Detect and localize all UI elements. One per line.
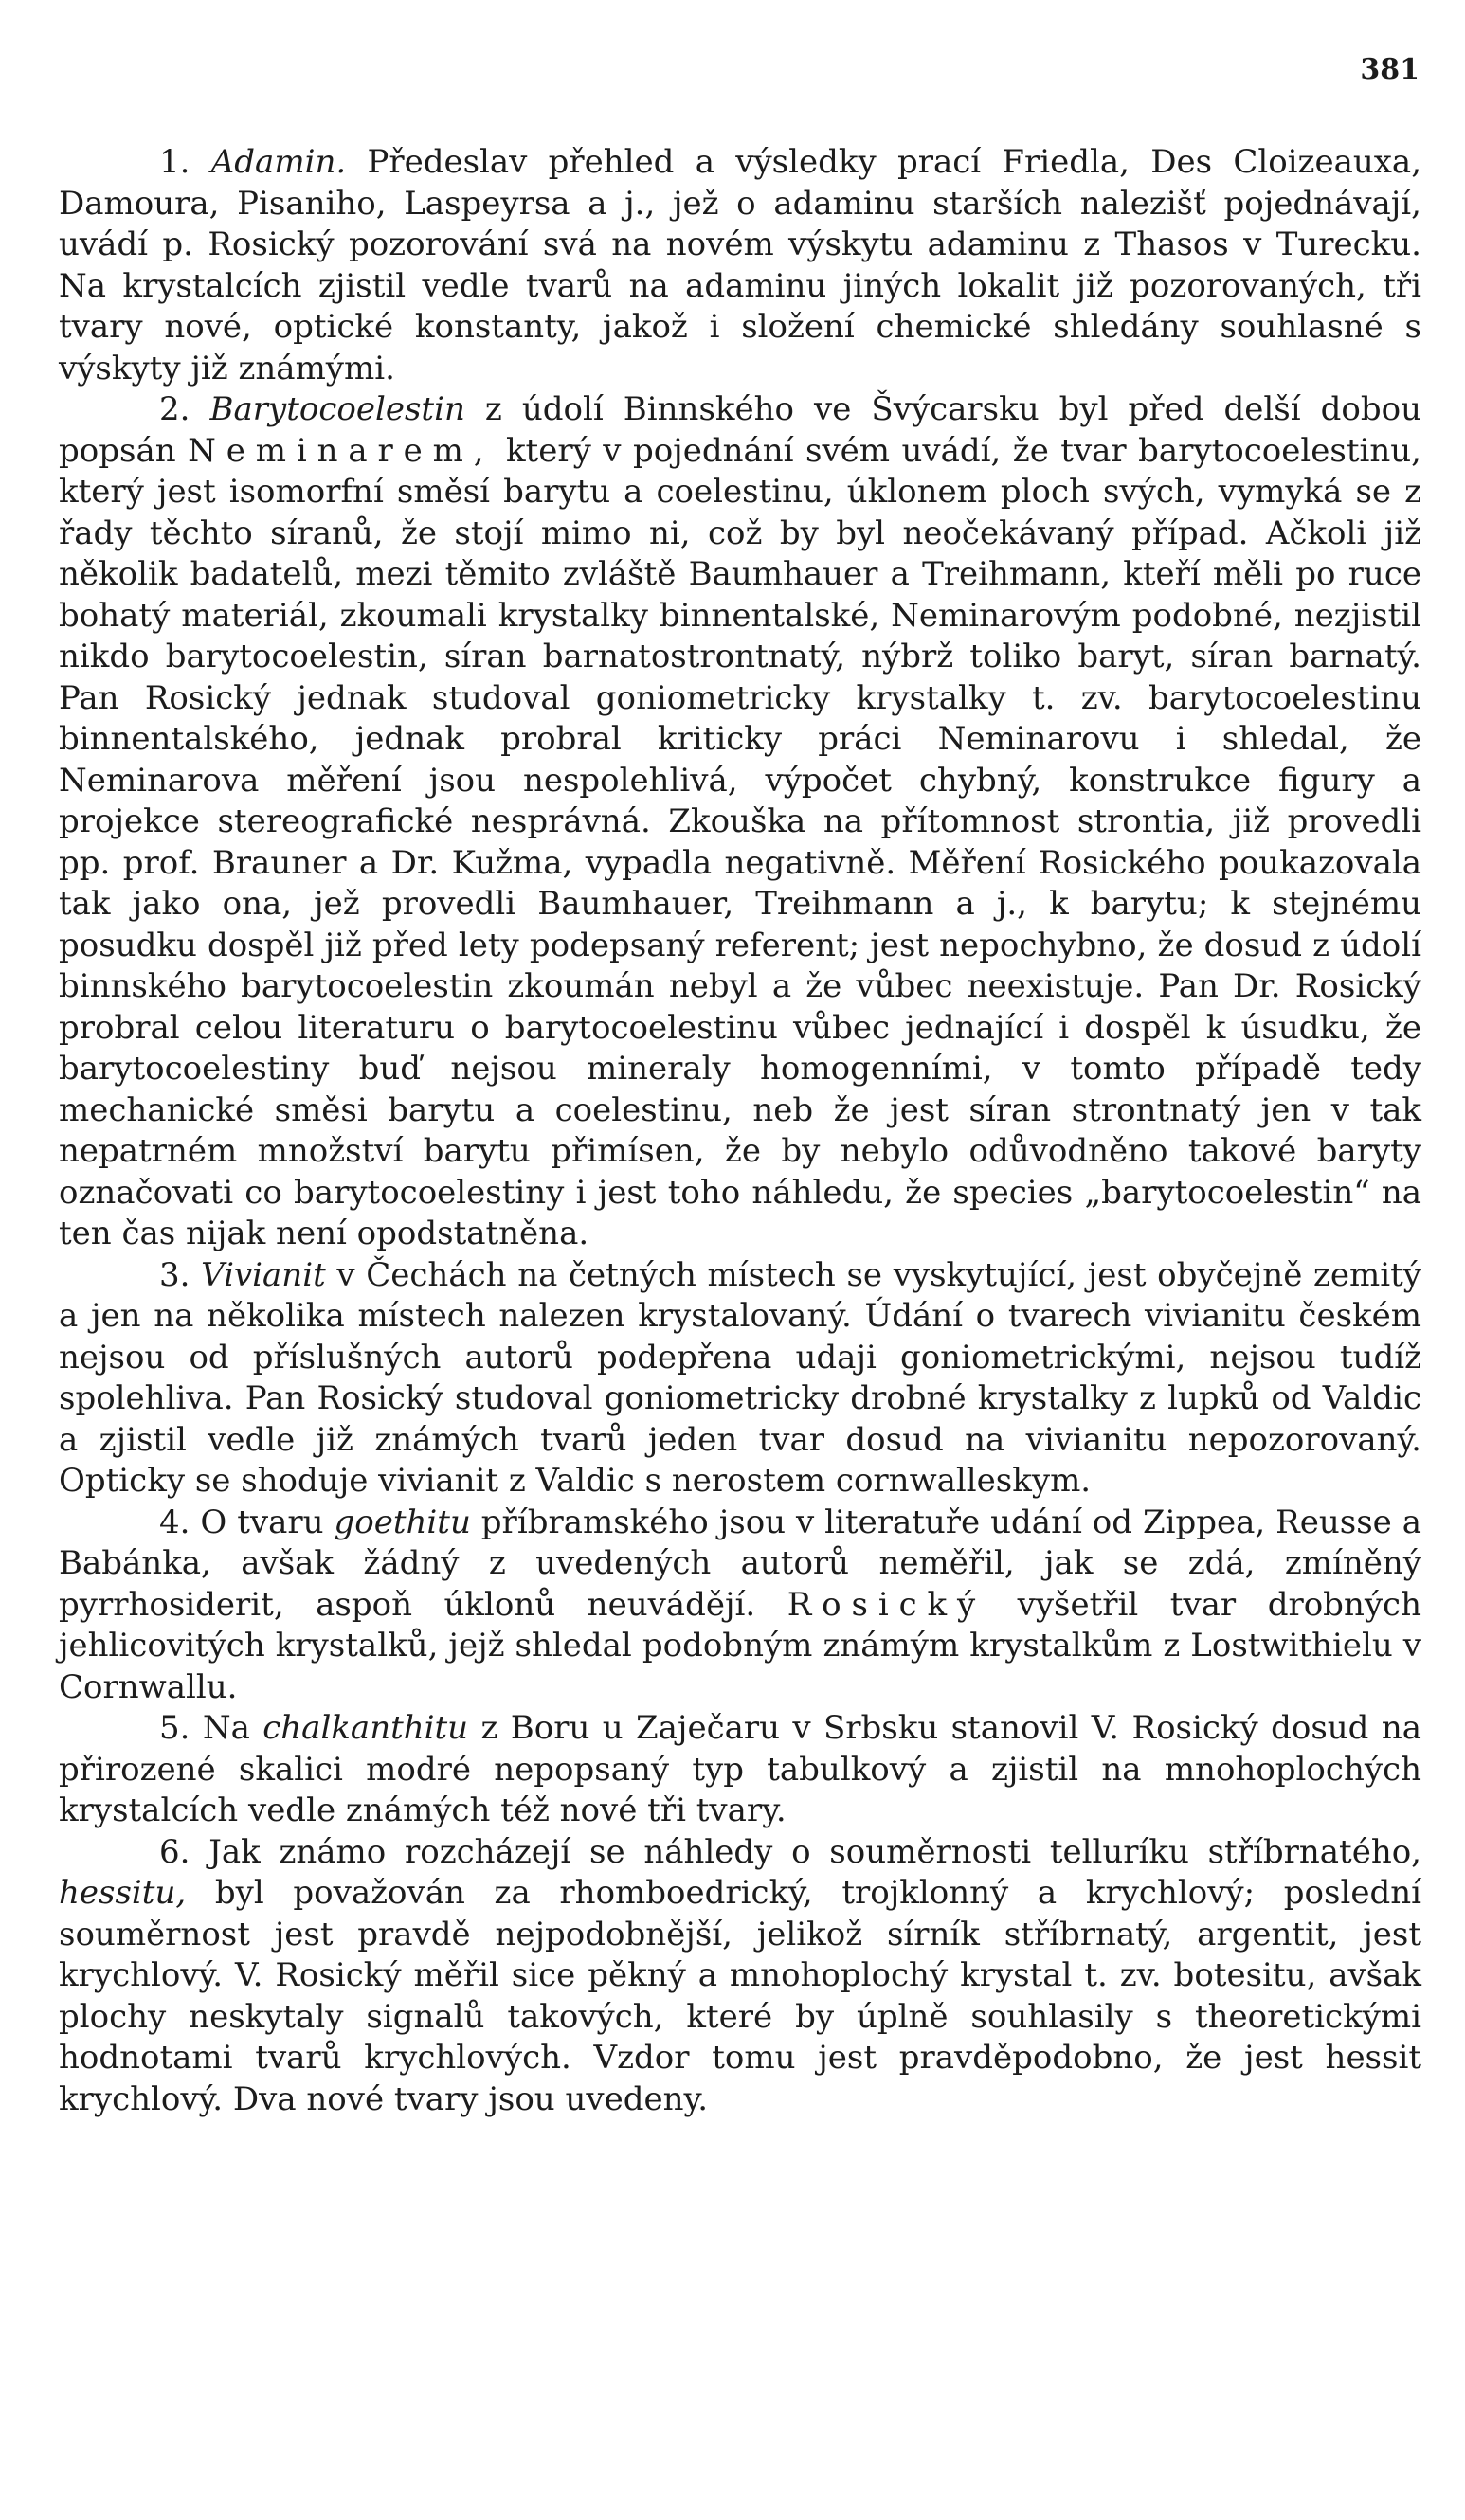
author-name: Neminarem, [188, 431, 495, 470]
item-number: 1. [159, 143, 190, 181]
mineral-term: Vivianit [201, 1255, 326, 1294]
paragraph-vivianit [59, 1255, 1421, 1503]
paragraph-text: příbramského jsou v literatuře udání od Zippea, Reusse a Babánka, avšak žádný z uvedených autorů neměřil, jak se zdá, zmíněný pyrrhosiderit, aspoň úklonů neuvádějí. [59, 1503, 1421, 1624]
author-name: Rosický [787, 1585, 986, 1624]
mineral-term: hessitu, [59, 1874, 187, 1912]
item-number: 2. [159, 390, 190, 428]
item-number: 3. [159, 1255, 190, 1294]
paragraph-text: z údolí Binnského ve Švýcarsku byl před delší dobou popsán [59, 390, 1421, 470]
paragraph-text: Na [202, 1709, 250, 1747]
article-body [59, 142, 1421, 2120]
mineral-term: Barytocoelestin [209, 390, 465, 428]
paragraph-text: vyšetřil tvar drobných jehlicovitých krystalků, jejž shledal podobným známým krystalkům z Lostwithielu v Cornwallu. [59, 1585, 1421, 1706]
paragraph-text: který v pojednání svém uvádí, že tvar barytocoelestinu, který jest isomorfní směsí barytu a coelestinu, úklonem ploch svých, vymyká se z řady těchto síranů, že stojí mimo ni, což by byl neočekávaný případ. Ačkoli již několik badatelů, mezi těmito zvláště Baumhauer a Treihmann, kteří měli po ruce bohatý materiál, zkoumali krystalky binnentalské, Neminarovým podobné, nezjistil nikdo barytocoelestin, síran barnatostrontnatý, nýbrž toliko baryt, síran barnatý. Pan Rosický jednak studoval goniometricky krystalky t. zv. barytocoelestinu binnentalského, jednak probral kriticky práci Neminarovu i shledal, že Neminarova měření jsou nespolehlivá, výpočet chybný, konstrukce figury a projekce stereografické nesprávná. Zkouška na přítomnost strontia, již provedli pp. prof. Brauner a Dr. Kužma, vypadla negativně. Měření Rosického poukazovala tak jako ona, jež provedli Baumhauer, Treihmann a j., k barytu; k stejnému posudku dospěl již před lety podepsaný referent; jest nepochybno, že dosud z údolí binnského barytocoelestin zkoumán nebyl a že vůbec neexistuje. Pan Dr. Rosický probral celou literaturu o barytocoelestinu vůbec jednající i dospěl k úsudku, že barytocoelestiny buď nejsou mineraly homogenními, v tomto případě tedy mechanické směsi barytu a coelestinu, neb že jest síran strontnatý jen v tak nepatrném množství barytu přimísen, že by nebylo odůvodněno takové baryty označovati co barytocoelestiny i jest toho náhledu, že species „barytocoelestin“ na ten čas nijak není opodstatněna. [59, 431, 1421, 1252]
mineral-term: goethitu [334, 1503, 471, 1541]
paragraph-text: v Čechách na četných místech se vyskytující, jest obyčejně zemitý a jen na několika místech nalezen krystalovaný. Údání o tvarech vivianitu českém nejsou od příslušných autorů podepřena udaji goniometrickými, nejsou tudíž spolehliva. Pan Rosický studoval goniometricky drobné krystalky z lupků od Valdic a zjistil vedle již známých tvarů jeden tvar dosud na vivianitu nepozorovaný. Opticky se shoduje vivianit z Valdic s nerostem cornwalleskym. [59, 1255, 1421, 1500]
paragraph-goethit [59, 1503, 1421, 1709]
page-number: 381 [1360, 53, 1420, 86]
paragraph-adamin [59, 142, 1421, 389]
paragraph-hessit [59, 1832, 1421, 2121]
paragraph-text: Jak známo rozcházejí se náhledy o souměrnosti telluríku stříbrnatého, [208, 1832, 1421, 1871]
paragraph-text: O tvaru [200, 1503, 324, 1541]
paragraph-barytocoelestin [59, 389, 1421, 1255]
item-number: 6. [159, 1832, 190, 1871]
paragraph-text: byl považován za rhomboedrický, trojklonný a krychlový; poslední souměrnost jest pravdě nejpodobnější, jelikož sírník stříbrnatý, argentit, jest krychlový. V. Rosický měřil sice pěkný a mnohoplochý krystal t. zv. botesitu, avšak plochy neskytaly signalů takových, které by úplně souhlasily s theoretickými hodnotami tvarů krychlových. Vzdor tomu jest pravděpodobno, že jest hessit krychlový. Dva nové tvary jsou uvedeny. [59, 1874, 1421, 2118]
item-number: 5. [159, 1709, 190, 1747]
mineral-term: Adamin. [210, 143, 347, 181]
paragraph-chalkanthit [59, 1708, 1421, 1832]
paragraph-text: Předeslav přehled a výsledky prací Friedla, Des Cloizeauxa, Damoura, Pisaniho, Laspeyrsa a j., jež o adaminu starších nalezišť pojednávají, uvádí p. Rosický pozorování svá na novém výskytu adaminu z Thasos v Turecku. Na krystalcích zjistil vedle tvarů na adaminu jiných lokalit již pozorovaných, tři tvary nové, optické konstanty, jakož i složení chemické shledány souhlasné s výskyty již známými. [59, 143, 1422, 387]
item-number: 4. [159, 1503, 190, 1541]
mineral-term: chalkanthitu [262, 1709, 469, 1747]
paragraph-text: z Boru u Zaječaru v Srbsku stanovil V. Rosický dosud na přirozené skalici modré nepopsaný typ tabulkový a zjistil na mnohoplochých krystalcích vedle známých též nové tři tvary. [59, 1709, 1421, 1829]
